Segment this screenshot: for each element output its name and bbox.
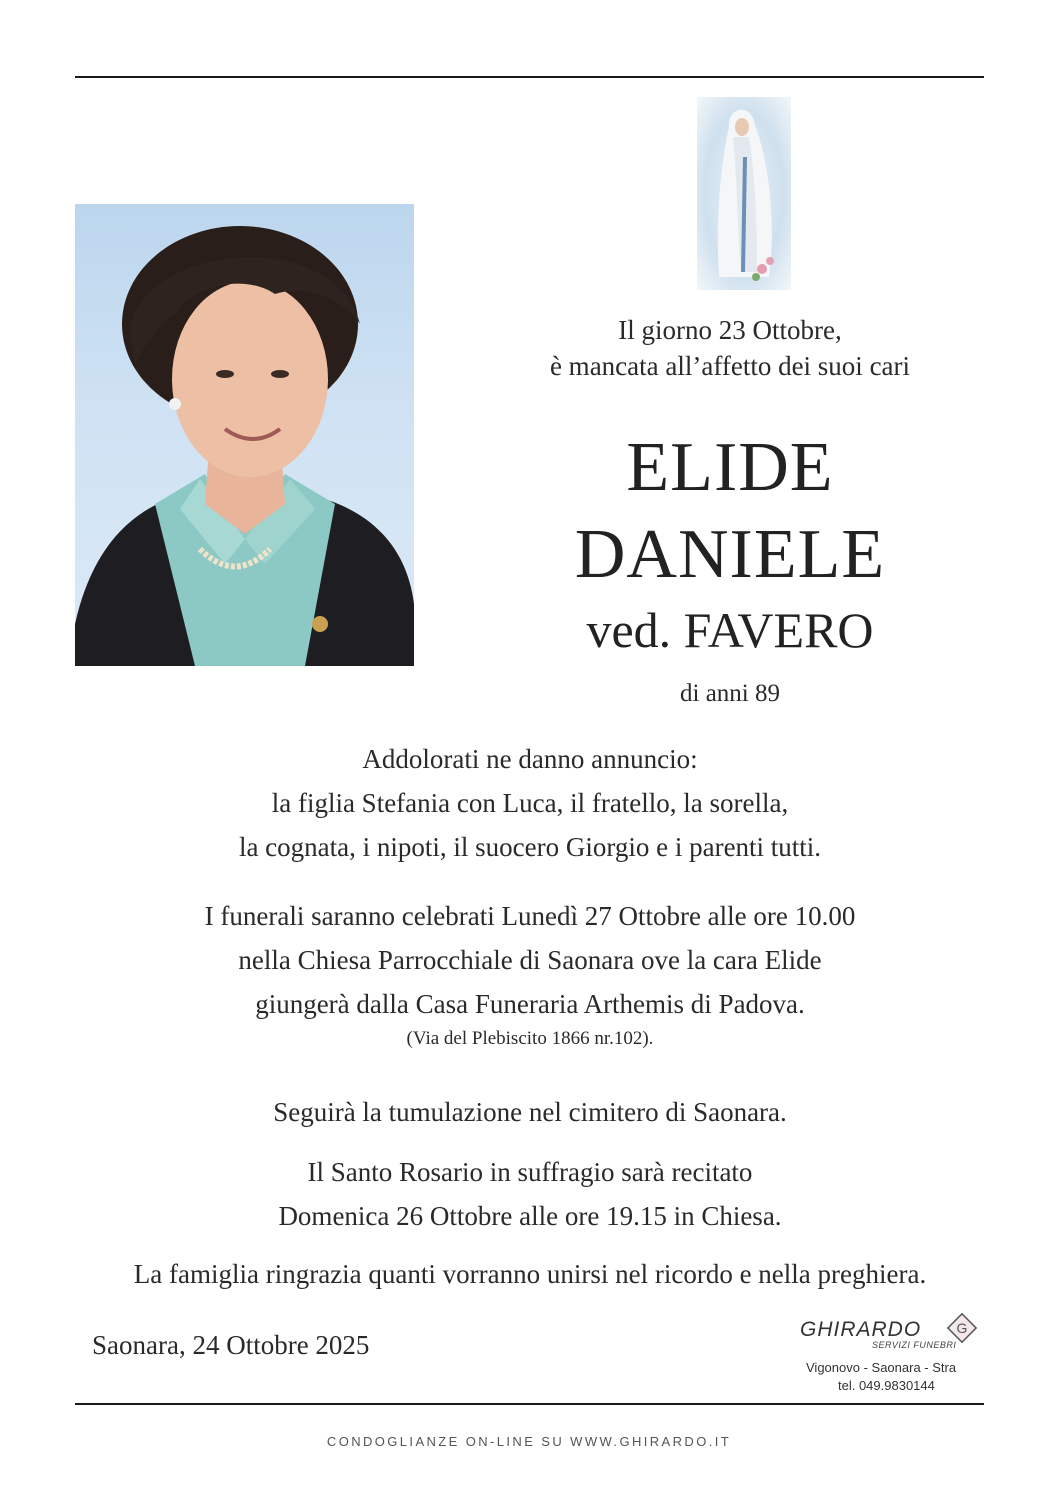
portrait-photo <box>75 204 414 666</box>
funeral-line-1: I funerali saranno celebrati Lunedì 27 Ottobre alle ore 10.00 <box>204 901 856 931</box>
logo-subtitle: SERVIZI FUNEBRI <box>872 1340 957 1350</box>
logo-phone: tel. 049.9830144 <box>838 1378 935 1393</box>
funeral-address: (Via del Plebiscito 1866 nr.102). <box>406 1028 654 1049</box>
logo-locations: Vigonovo - Saonara - Stra <box>806 1360 957 1375</box>
funeral-line-3: giungerà dalla Casa Funeraria Arthemis di Padova. <box>255 989 805 1019</box>
rosary-block <box>60 1150 1000 1238</box>
intro-line-2: è mancata all’affetto dei suoi cari <box>549 351 911 381</box>
bottom-divider <box>75 1403 984 1405</box>
logo-diamond-icon <box>946 1312 978 1344</box>
rosary-line-1: Il Santo Rosario in suffragio sarà recitato <box>307 1157 753 1187</box>
announcement-block <box>60 737 1000 869</box>
last-name: DANIELE <box>574 516 886 593</box>
portrait-illustration <box>75 204 414 666</box>
widow-of: ved. FAVERO <box>586 602 874 658</box>
place-date: Saonara, 24 Ottobre 2025 <box>92 1330 370 1360</box>
footer-website: CONDOGLIANZE ON-LINE SU WWW.GHIRARDO.IT <box>326 1434 732 1449</box>
intro-text <box>480 312 980 384</box>
age: di anni 89 <box>680 680 780 707</box>
rosary-line-2: Domenica 26 Ottobre alle ore 19.15 in Chiesa. <box>278 1201 782 1231</box>
intro-line-1: Il giorno 23 Ottobre, <box>618 315 842 345</box>
funeral-home-logo <box>770 1304 985 1396</box>
first-name: ELIDE <box>626 429 834 506</box>
announce-line-1: Addolorati ne danno annuncio: <box>362 744 698 774</box>
logo-letter: G <box>956 1320 968 1336</box>
burial-text: Seguirà la tumulazione nel cimitero di Saonara. <box>273 1097 787 1127</box>
logo-name: GHIRARDO <box>800 1318 922 1341</box>
madonna-image <box>697 97 791 290</box>
funeral-block <box>60 894 1000 1026</box>
thanks-text: La famiglia ringrazia quanti vorranno unirsi nel ricordo e nella preghiera. <box>133 1259 927 1289</box>
announce-line-2: la figlia Stefania con Luca, il fratello, la sorella, <box>271 788 789 818</box>
funeral-line-2: nella Chiesa Parrocchiale di Saonara ove la cara Elide <box>238 945 822 975</box>
announce-line-3: la cognata, i nipoti, il suocero Giorgio e i parenti tutti. <box>238 832 822 862</box>
madonna-illustration <box>697 97 791 290</box>
top-divider <box>75 76 984 78</box>
